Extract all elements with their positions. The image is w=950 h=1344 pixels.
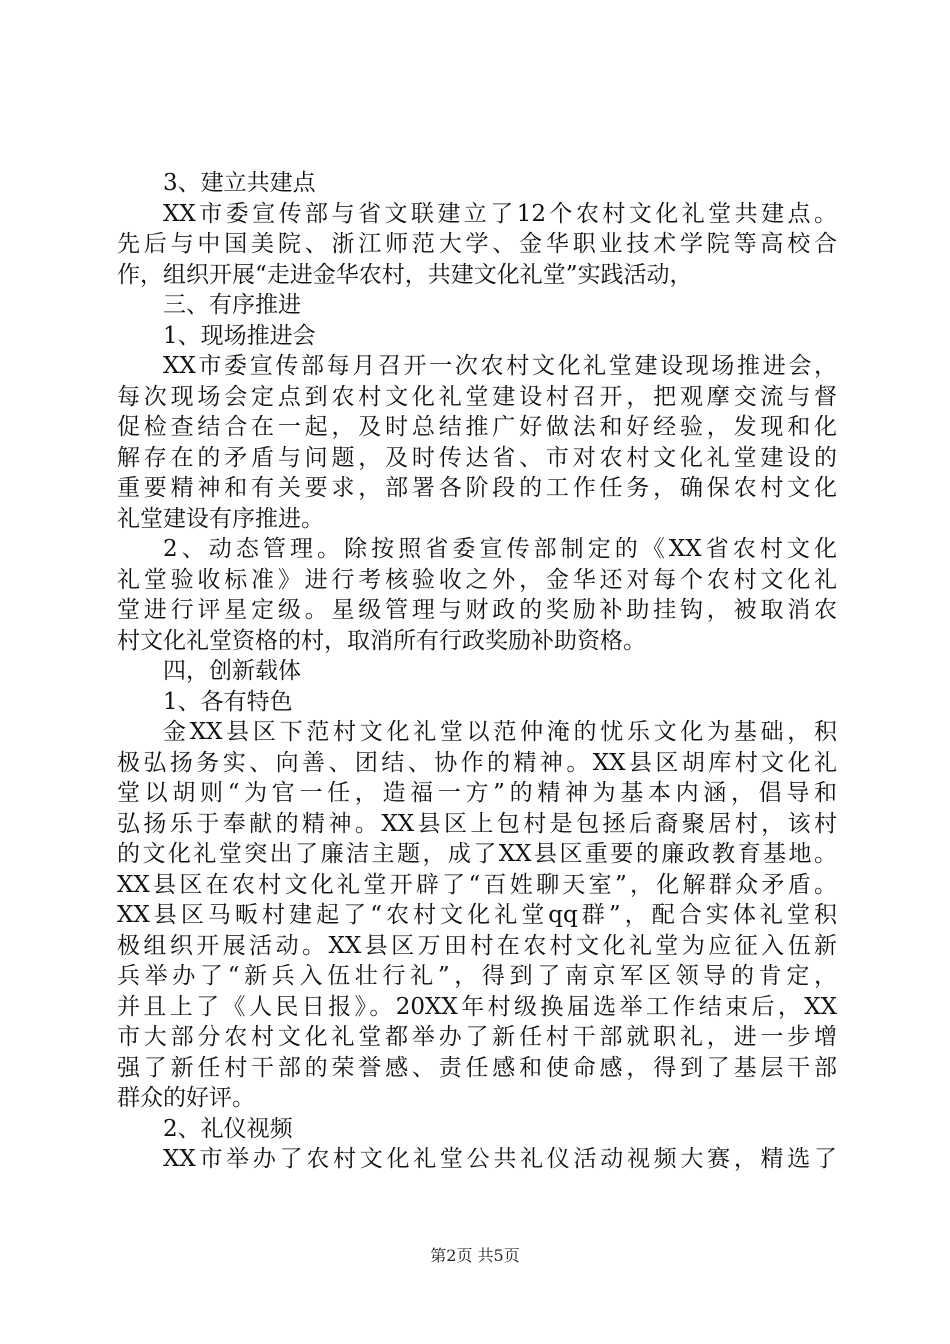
section-heading: 3、建立共建点 [163,170,316,196]
paragraph-line: 促检查结合在一起，及时总结推广好做法和好经验，发现和化 [117,414,837,440]
page-footer: 第2页 共5页 [430,1246,520,1265]
paragraph-line: 堂进行评星定级。星级管理与财政的奖励补助挂钩，被取消农 [117,597,837,623]
paragraph-line: 先后与中国美院、浙江师范大学、金华职业技术学院等高校合 [117,231,837,257]
paragraph-line: XX县区马畈村建起了“农村文化礼堂qq群”，配合实体礼堂积 [117,902,837,928]
section-heading: 2、礼仪视频 [163,1115,293,1142]
paragraph-line: 强了新任村干部的荣誉感、责任感和使命感，得到了基层干部 [117,1054,837,1081]
section-heading: 1、现场推进会 [163,322,316,349]
paragraph-line: 兵举办了“新兵入伍壮行礼”，得到了南京军区领导的肯定， [117,963,837,989]
document-body [117,168,837,1175]
paragraph-line: 极组织开展活动。XX县区万田村在农村文化礼堂为应征入伍新 [117,932,837,959]
paragraph-line: 解存在的矛盾与问题，及时传达省、市对农村文化礼堂建设的 [117,444,837,471]
paragraph-line: 礼堂验收标准》进行考核验收之外，金华还对每个农村文化礼 [117,566,837,593]
paragraph-line: 弘扬乐于奉献的精神。XX县区上包村是包拯后裔聚居村，该村 [117,810,837,837]
section-heading: 三、有序推进 [163,292,301,318]
paragraph-line: 2、动态管理。除按照省委宣传部制定的《XX省农村文化 [163,536,837,562]
paragraph-line: 金XX县区下范村文化礼堂以范仲淹的忧乐文化为基础，积 [163,719,837,745]
paragraph-line: 极弘扬务实、向善、团结、协作的精神。XX县区胡库村文化礼 [117,749,837,776]
paragraph-line: 重要精神和有关要求，部署各阶段的工作任务，确保农村文化 [117,475,837,501]
section-heading: 1、各有特色 [163,688,293,715]
paragraph-line: XX市举办了农村文化礼堂公共礼仪活动视频大赛，精选了 [163,1146,837,1172]
paragraph-line: 并且上了《人民日报》。20XX年村级换届选举工作结束后，XX [117,993,837,1020]
paragraph-line: XX县区在农村文化礼堂开辟了“百姓聊天室”，化解群众矛盾。 [117,871,837,898]
paragraph-line: XX市委宣传部每月召开一次农村文化礼堂建设现场推进会， [163,353,837,379]
paragraph-line: 作，组织开展“走进金华农村，共建文化礼堂”实践活动， [117,261,693,288]
paragraph-line: 村文化礼堂资格的村，取消所有行政奖励补助资格。 [117,627,646,654]
paragraph-line: 每次现场会定点到农村文化礼堂建设村召开，把观摩交流与督 [117,383,837,410]
section-heading: 四，创新载体 [163,658,301,684]
paragraph-line: 群众的好评。 [117,1085,255,1111]
paragraph-line: XX市委宣传部与省文联建立了12个农村文化礼堂共建点。 [163,200,837,227]
paragraph-line: 市大部分农村文化礼堂都举办了新任村干部就职礼，进一步增 [117,1024,837,1050]
paragraph-line: 礼堂建设有序推进。 [117,505,324,532]
paragraph-line: 堂以胡则“为官一任，造福一方”的精神为基本内涵，倡导和 [117,780,837,806]
paragraph-line: 的文化礼堂突出了廉洁主题，成了XX县区重要的廉政教育基地。 [117,841,837,867]
